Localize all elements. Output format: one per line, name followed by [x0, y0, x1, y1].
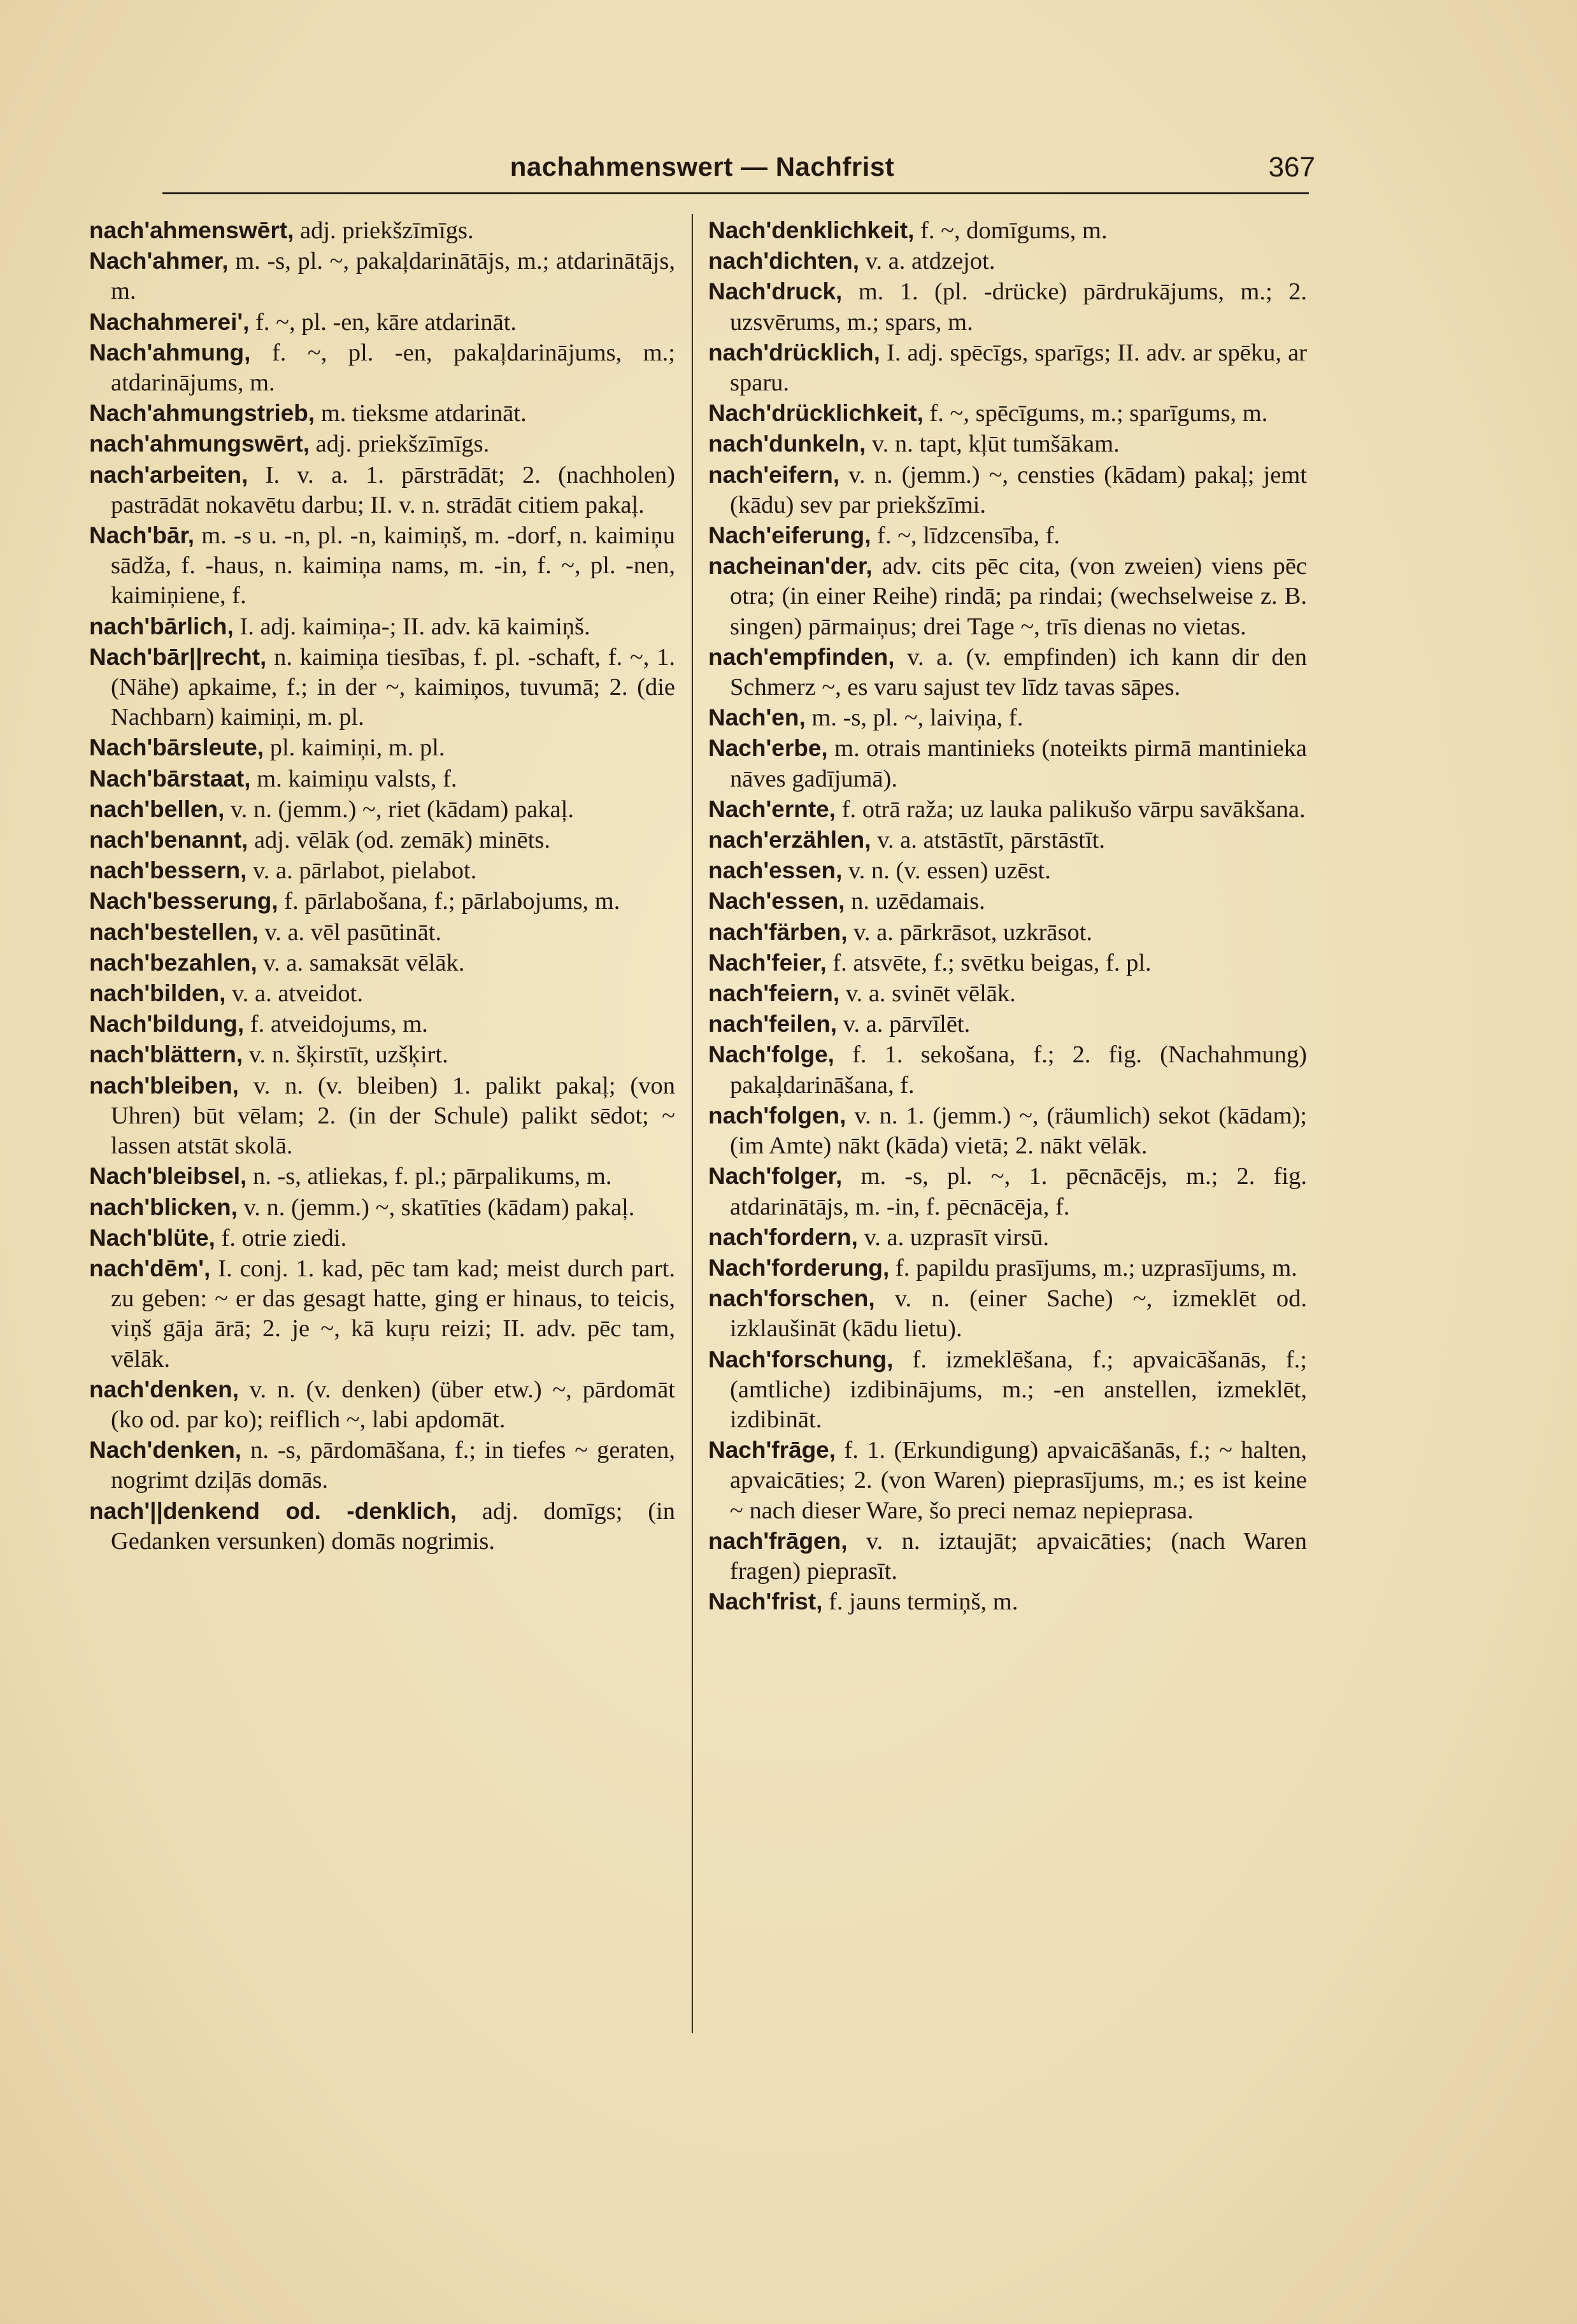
dictionary-entry [89, 1039, 675, 1070]
dictionary-entry [89, 794, 675, 825]
dictionary-entry [89, 978, 675, 1009]
dictionary-entry [89, 307, 675, 338]
entry-definition: v. n. (einer Sache) ~, izmeklēt od. izklaušināt (kādu lietu). [730, 1285, 1307, 1343]
entry-definition: I. adj. kaimiņa-; II. adv. kā kaimiņš. [239, 613, 590, 640]
entry-definition: adj. domīgs; (in Gedanken versunken) domās nogrimis. [111, 1497, 676, 1555]
dictionary-entry [89, 1223, 675, 1253]
dictionary-entry [708, 1222, 1307, 1253]
dictionary-entry [89, 886, 675, 916]
entry-definition: adj. priekšzīmīgs. [315, 431, 490, 458]
dictionary-entry [708, 917, 1307, 948]
entry-definition: f. ~, pl. -en, pakaļdarinājums, m.; atdarinājums, m. [111, 339, 676, 397]
dictionary-entry [89, 1374, 675, 1435]
entry-headword: nach'blättern, [89, 1041, 243, 1068]
entry-headword: nach'drücklich, [708, 339, 880, 366]
entry-headword: nach'dichten, [708, 248, 859, 274]
entry-headword: Nachahmerei', [89, 308, 250, 335]
dictionary-entry [708, 215, 1307, 246]
entry-headword: Nach'bārsleute, [89, 734, 264, 761]
entry-headword: nach'eifern, [708, 461, 840, 488]
dictionary-entry [708, 642, 1307, 702]
entry-definition: n. kaimiņa tiesības, f. pl. -schaft, f. ~, 1. (Nähe) apkaime, f.; in der ~, kaimiņos, tuvumā; 2. (die Nachbarn) kaimiņi, m. pl. [111, 643, 676, 731]
entry-definition: v. a. pārvīlēt. [843, 1011, 971, 1038]
entry-headword: Nach'bildung, [89, 1011, 245, 1037]
dictionary-entry [708, 1526, 1307, 1586]
entry-headword: nach'frāgen, [708, 1527, 848, 1554]
dictionary-entry [708, 1101, 1307, 1161]
dictionary-entry [89, 1496, 675, 1557]
page-header [89, 152, 1315, 196]
entry-headword: Nach'denken, [89, 1437, 242, 1464]
entry-headword: nach'forschen, [708, 1285, 875, 1312]
entry-definition: f. izmeklēšana, f.; apvaicāšanās, f.; (amtliche) izdibinājums, m.; -en anstellen, izmeklēt, izdibināt. [730, 1346, 1307, 1433]
dictionary-entry [89, 215, 675, 246]
entry-definition: adj. priekšzīmīgs. [299, 217, 474, 244]
dictionary-entry [708, 1586, 1307, 1617]
dictionary-entry [708, 246, 1307, 276]
header-rule [162, 192, 1309, 194]
dictionary-entry [708, 886, 1307, 916]
entry-headword: Nach'frist, [708, 1588, 823, 1615]
entry-headword: nach'feilen, [708, 1011, 838, 1037]
dictionary-entry [708, 1344, 1307, 1436]
entry-definition: adv. cits pēc cita, (von zweien) viens pēc otra; (in einer Reihe) rindā; pa rindai; (wechselweise z. B. singen) pārmaiņus; drei Tage ~, trīs dienas no vietas. [730, 553, 1307, 640]
entry-definition: f. 1. sekošana, f.; 2. fig. (Nachahmung) pakaļdarināšana, f. [730, 1041, 1308, 1099]
dictionary-entry [89, 948, 675, 978]
entry-headword: nach'benannt, [89, 827, 248, 853]
dictionary-entry [708, 1009, 1307, 1039]
entry-headword: nach'bessern, [89, 857, 247, 884]
dictionary-entry [89, 732, 675, 763]
entry-headword: nach'empfinden, [708, 643, 895, 670]
entry-headword: nach'bilden, [89, 980, 226, 1007]
entry-headword: Nach'folge, [708, 1041, 834, 1068]
running-head: nachahmenswert — Nachfrist [510, 152, 895, 182]
entry-headword: nach'bleiben, [89, 1072, 239, 1099]
dictionary-entry [708, 1283, 1307, 1344]
entry-definition: f. 1. (Erkundigung) apvaicāšanās, f.; ~ halten, apvaicāties; 2. (von Waren) pieprasījums, m.; es ist keine ~ nach dieser Ware, šo preci nemaz nepieprasa. [730, 1437, 1307, 1524]
dictionary-entry [708, 1253, 1307, 1283]
entry-headword: Nach'ernte, [708, 795, 836, 822]
entry-headword: Nach'ahmung, [89, 339, 251, 366]
entry-definition: I. v. a. 1. pārstrādāt; 2. (nachholen) pastrādāt nokavētu darbu; II. v. n. strādāt citiem pakaļ. [111, 461, 676, 518]
entry-definition: v. a. pārkrāsot, uzkrāsot. [853, 918, 1093, 946]
entry-definition: f. pārlabošana, f.; pārlabojums, m. [284, 888, 620, 915]
entry-definition: v. a. samaksāt vēlāk. [263, 949, 465, 976]
right-column [708, 215, 1307, 1617]
entry-definition: pl. kaimiņi, m. pl. [269, 734, 445, 762]
entry-definition: v. a. uzprasīt virsū. [864, 1223, 1050, 1251]
entry-headword: nach'dunkeln, [708, 431, 866, 457]
dictionary-entry [89, 246, 675, 306]
entry-definition: f. ~, pl. -en, kāre atdarināt. [255, 308, 517, 336]
entry-headword: Nach'essen, [708, 888, 845, 915]
dictionary-entry [89, 1071, 675, 1162]
entry-definition: v. n. (jemm.) ~, skatīties (kādam) pakaļ. [243, 1194, 635, 1221]
entry-definition: f. ~, domīgums, m. [920, 217, 1108, 244]
entry-definition: v. n. (v. essen) uzēst. [848, 857, 1051, 885]
entry-headword: nach'bellen, [89, 795, 225, 822]
entry-definition: v. n. (v. denken) (über etw.) ~, pārdomāt (ko od. par ko); reiflich ~, labi apdomāt. [111, 1376, 675, 1433]
entry-definition: v. n. (jemm.) ~, censties (kādam) pakaļ; jemt (kādu) sev par priekšzīmi. [730, 461, 1307, 518]
dictionary-entry [89, 642, 675, 733]
entry-headword: nacheinan'der, [708, 553, 873, 580]
entry-definition: v. n. tapt, kļūt tumšākam. [871, 431, 1120, 458]
entry-headword: Nach'bār||recht, [89, 643, 267, 670]
dictionary-entry [89, 460, 675, 520]
entry-headword: Nach'erbe, [708, 735, 828, 762]
entry-definition: m. -s, pl. ~, laiviņa, f. [811, 704, 1024, 732]
entry-definition: v. a. atdzejot. [865, 248, 995, 275]
entry-headword: Nach'feier, [708, 949, 827, 976]
dictionary-entry [89, 611, 675, 642]
entry-headword: nach'arbeiten, [89, 461, 248, 488]
entry-definition: n. -s, atliekas, f. pl.; pārpalikums, m. [252, 1163, 612, 1190]
entry-definition: v. n. šķirstīt, uzšķirt. [248, 1041, 448, 1069]
entry-headword: Nach'eiferung, [708, 522, 871, 549]
dictionary-entry [89, 398, 675, 429]
dictionary-entry [89, 1161, 675, 1192]
entry-headword: nach'bārlich, [89, 613, 234, 639]
entry-headword: Nach'druck, [708, 278, 843, 305]
entry-definition: f. otrie ziedi. [221, 1224, 347, 1251]
entry-definition: f. otrā raža; uz lauka palikušo vārpu savākšana. [841, 795, 1306, 823]
dictionary-entry [708, 520, 1307, 551]
entry-headword: Nach'folger, [708, 1163, 843, 1190]
dictionary-entry [708, 1161, 1307, 1222]
dictionary-entry [708, 429, 1307, 459]
dictionary-entry [708, 702, 1307, 733]
dictionary-entry [89, 1253, 675, 1374]
entry-definition: m. kaimiņu valsts, f. [257, 765, 457, 792]
dictionary-entry [708, 1435, 1307, 1526]
entry-definition: m. -s, pl. ~, 1. pēcnācējs, m.; 2. fig. atdarinātājs, m. -in, f. pēcnācēja, f. [730, 1163, 1308, 1220]
entry-definition: f. atveidojums, m. [250, 1011, 428, 1038]
entry-definition: f. atsvēte, f.; svētku beigas, f. pl. [832, 949, 1152, 976]
entry-definition: f. papildu prasījums, m.; uzprasījums, m. [895, 1254, 1297, 1281]
dictionary-entry [89, 825, 675, 855]
dictionary-entry [708, 855, 1307, 886]
dictionary-entry [89, 338, 675, 398]
entry-definition: v. a. atveidot. [232, 980, 363, 1008]
entry-headword: nach'feiern, [708, 980, 840, 1007]
dictionary-entry [708, 1039, 1307, 1100]
entry-definition: adj. vēlāk (od. zemāk) minēts. [253, 827, 550, 854]
dictionary-entry [708, 948, 1307, 978]
entry-definition: v. a. atstāstīt, pārstāstīt. [877, 827, 1106, 854]
dictionary-entry [89, 917, 675, 948]
entry-headword: nach'blicken, [89, 1194, 238, 1220]
entry-definition: f. ~, līdzcensība, f. [877, 522, 1060, 550]
dictionary-entry [708, 460, 1307, 520]
entry-headword: nach'färben, [708, 918, 848, 945]
entry-definition: n. uzēdamais. [851, 888, 985, 915]
entry-headword: nach'bezahlen, [89, 949, 257, 976]
entry-headword: nach'bestellen, [89, 918, 259, 945]
column-divider [692, 214, 693, 2033]
entry-definition: n. -s, pārdomāšana, f.; in tiefes ~ geraten, nogrimt dziļās domās. [111, 1437, 676, 1494]
entry-headword: nach'dēm', [89, 1255, 211, 1281]
dictionary-entry [708, 338, 1307, 398]
dictionary-entry [708, 825, 1307, 855]
entry-definition: v. a. (v. empfinden) ich kann dir den Schmerz ~, es varu sajust tev līdz tavas sāpes. [730, 643, 1308, 701]
dictionary-entry [708, 551, 1307, 642]
dictionary-entry [708, 794, 1307, 825]
entry-definition: m. tieksme atdarināt. [320, 400, 527, 427]
dictionary-entry [89, 520, 675, 611]
entry-headword: Nach'drücklichkeit, [708, 400, 924, 427]
entry-definition: f. jauns termiņš, m. [829, 1588, 1018, 1616]
entry-headword: nach'||denkend od. -denklich, [89, 1497, 457, 1524]
dictionary-entry [89, 855, 675, 886]
entry-headword: Nach'besserung, [89, 888, 278, 915]
dictionary-entry [89, 1192, 675, 1223]
entry-definition: v. n. 1. (jemm.) ~, (räumlich) sekot (kādam); (im Amte) nākt (kāda) vietā; 2. nākt vēlāk. [730, 1102, 1307, 1160]
dictionary-entry [89, 1009, 675, 1039]
dictionary-entry [89, 1435, 675, 1495]
entry-definition: m. -s u. -n, pl. -n, kaimiņš, m. -dorf, n. kaimiņu sādža, f. -haus, n. kaimiņa nams, m. -in, f. ~, pl. -nen, kaimiņiene, f. [111, 522, 676, 610]
entry-definition: v. a. pārlabot, pielabot. [252, 857, 477, 885]
entry-definition: v. a. vēl pasūtināt. [264, 918, 442, 946]
entry-headword: Nach'bār, [89, 522, 195, 549]
entry-definition: m. otrais mantinieks (noteikts pirmā mantinieka nāves gadījumā). [730, 735, 1308, 792]
entry-definition: I. conj. 1. kad, pēc tam kad; meist durch part. zu geben: ~ er das gesagt hatte, ging er hinaus, to teicis, viņš gāja ārā; 2. je ~, kā kuŗu reizi; II. adv. pēc tam, vēlāk. [111, 1255, 676, 1372]
dictionary-entry [708, 276, 1307, 337]
entry-headword: Nach'forschung, [708, 1346, 894, 1372]
entry-headword: Nach'denklichkeit, [708, 217, 915, 243]
entry-definition: v. n. (v. bleiben) 1. palikt pakaļ; (von Uhren) būt vēlam; 2. (in der Schule) palikt sēdot; ~ lassen atstāt skolā. [111, 1072, 675, 1160]
entry-headword: nach'denken, [89, 1376, 239, 1402]
dictionary-entry [708, 733, 1307, 794]
entry-headword: nach'fordern, [708, 1223, 858, 1250]
dictionary-entry [89, 764, 675, 794]
entry-definition: I. adj. spēcīgs, sparīgs; II. adv. ar spēku, ar sparu. [730, 339, 1307, 397]
page-number: 367 [1268, 152, 1315, 183]
entry-headword: Nach'bleibsel, [89, 1163, 247, 1190]
entry-headword: nach'folgen, [708, 1102, 846, 1129]
entry-headword: Nach'frāge, [708, 1437, 836, 1464]
entry-definition: v. n. (jemm.) ~, riet (kādam) pakaļ. [230, 795, 574, 823]
left-column [89, 215, 675, 1557]
entry-headword: nach'erzählen, [708, 827, 871, 853]
entry-headword: nach'ahmenswērt, [89, 217, 294, 243]
entry-headword: Nach'ahmer, [89, 248, 229, 274]
entry-definition: v. n. iztaujāt; apvaicāties; (nach Waren fragen) pieprasīt. [730, 1527, 1307, 1585]
entry-headword: Nach'forderung, [708, 1254, 890, 1281]
entry-headword: nach'essen, [708, 857, 843, 884]
entry-headword: Nach'bārstaat, [89, 765, 251, 792]
dictionary-entry [708, 978, 1307, 1009]
entry-headword: Nach'ahmungstrieb, [89, 400, 315, 427]
entry-definition: v. a. svinēt vēlāk. [845, 980, 1016, 1008]
entry-definition: m. -s, pl. ~, pakaļdarinātājs, m.; atdarinātājs, m. [111, 248, 675, 305]
entry-headword: Nach'blüte, [89, 1224, 215, 1251]
entry-definition: f. ~, spēcīgums, m.; sparīgums, m. [929, 400, 1268, 427]
entry-headword: Nach'en, [708, 704, 806, 731]
dictionary-entry [89, 429, 675, 459]
entry-headword: nach'ahmungswērt, [89, 431, 310, 457]
dictionary-entry [708, 398, 1307, 429]
entry-definition: m. 1. (pl. -drücke) pārdrukājums, m.; 2. uzsvērums, m.; spars, m. [730, 278, 1307, 336]
